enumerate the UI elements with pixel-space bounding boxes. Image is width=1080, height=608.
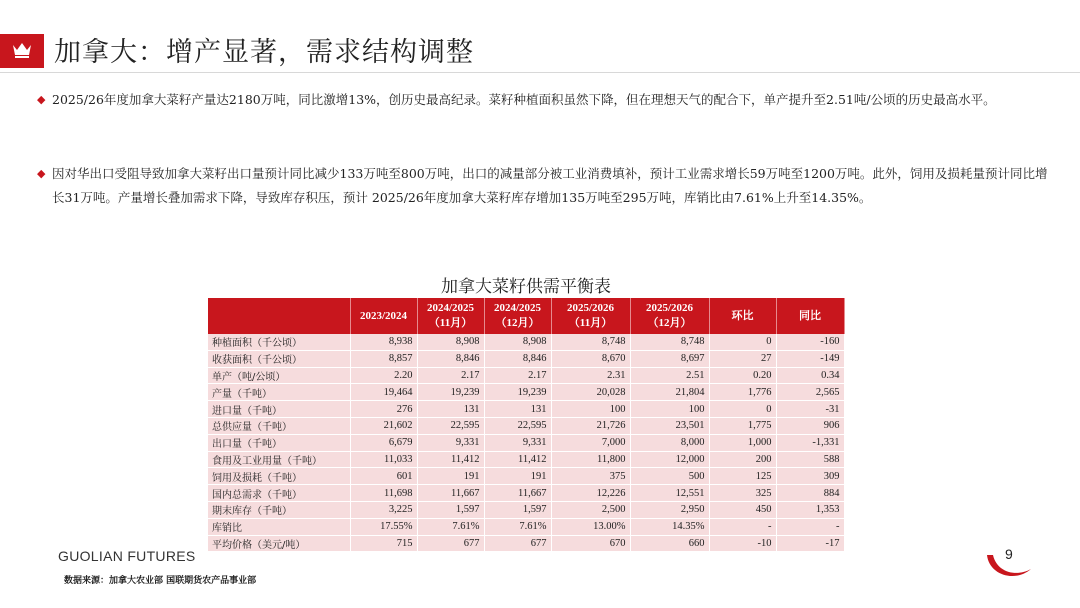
table-cell: 1,597 [417,501,484,518]
data-source: 数据来源：加拿大农业部 国联期货农产品事业部 [64,576,257,586]
table-cell: 0.20 [709,367,776,384]
table-cell: 0.34 [776,367,844,384]
row-label: 国内总需求（千吨） [208,485,350,502]
row-label: 饲用及损耗（千吨） [208,468,350,485]
header-cell: 2025/2026 （12月） [630,298,709,334]
row-label: 产量（千吨） [208,384,350,401]
table-cell: 7,000 [551,434,630,451]
table-cell: 23,501 [630,417,709,434]
header-cell: 2025/2026 （11月） [551,298,630,334]
table-cell: 22,595 [484,417,551,434]
table-cell: 1,775 [709,417,776,434]
table-cell: 22,595 [417,417,484,434]
table-cell: 6,679 [350,434,417,451]
table-cell: 12,000 [630,451,709,468]
table-cell: - [776,518,844,535]
table-cell: -17 [776,535,844,552]
table-row [208,334,844,350]
diamond-bullet-icon: ◆ [37,167,46,180]
table-cell: 1,597 [484,501,551,518]
header-cell: 2023/2024 [350,298,417,334]
table-row [208,417,844,434]
table-cell: 14.35% [630,518,709,535]
table-cell: 200 [709,451,776,468]
row-label: 种植面积（千公顷） [208,334,350,350]
table-cell: 906 [776,417,844,434]
table-row [208,451,844,468]
table-cell: 21,726 [551,417,630,434]
paragraph-1-text: 2025/26年度加拿大菜籽产量达2180万吨，同比激增13%，创历史最高纪录。菜籽种植面积虽然下降，但在理想天气的配合下，单产提升至2.51吨/公顷的历史最高水平。 [52,92,996,107]
table-cell: 191 [484,468,551,485]
header-cell [208,298,350,334]
table-cell: 677 [417,535,484,552]
paragraph-2 [37,162,1052,210]
table-cell: 19,239 [417,384,484,401]
table-cell: 588 [776,451,844,468]
paragraph-1 [37,88,1052,112]
row-label: 收获面积（千公顷） [208,350,350,367]
table-cell: 2.20 [350,367,417,384]
table-cell: 8,670 [551,350,630,367]
table-cell: 8,938 [350,334,417,350]
table-cell: 12,226 [551,485,630,502]
table-cell: 309 [776,468,844,485]
table-cell: 8,846 [417,350,484,367]
table-cell: 19,464 [350,384,417,401]
table-row [208,350,844,367]
table-cell: 8,748 [551,334,630,350]
supply-demand-table [208,298,845,552]
table-cell: -31 [776,401,844,418]
crown-icon [12,41,32,59]
table-cell: 131 [484,401,551,418]
diamond-bullet-icon: ◆ [37,93,46,106]
table-cell: 11,412 [484,451,551,468]
table-cell: 8,846 [484,350,551,367]
table-cell: 100 [630,401,709,418]
table-row [208,434,844,451]
row-label: 总供应量（千吨） [208,417,350,434]
table-cell: 677 [484,535,551,552]
brand-part-2: FUTURES [123,548,196,564]
table-cell: 2.17 [484,367,551,384]
table-cell: 601 [350,468,417,485]
header-cell: 环比 [709,298,776,334]
table-cell: 2,500 [551,501,630,518]
paragraph-2-text: 因对华出口受阻导致加拿大菜籽出口量预计同比减少133万吨至800万吨，出口的减量部分被工业消费填补，预计工业需求增长59万吨至1200万吨。此外，饲用及损耗量预计同比增长31万吨。产量增长叠加需求下降，导致库存积压，预计 2025/26年度加拿大菜籽库存增加135万吨至295万吨，库销比由7.61%上升至14.35%。 [52,166,1048,205]
table-cell: 9,331 [417,434,484,451]
brand-part-1: GUOLIAN [58,548,124,564]
table-cell: 11,667 [417,485,484,502]
table-cell: 8,908 [484,334,551,350]
row-label: 单产（吨/公顷） [208,367,350,384]
table-row [208,367,844,384]
table-cell: 21,804 [630,384,709,401]
table-cell: 715 [350,535,417,552]
table-cell: 670 [551,535,630,552]
table-cell: 13.00% [551,518,630,535]
table-cell: 8,000 [630,434,709,451]
table-cell: 21,602 [350,417,417,434]
table-cell: 12,551 [630,485,709,502]
row-label: 库销比 [208,518,350,535]
table-cell: 276 [350,401,417,418]
table-cell: 375 [551,468,630,485]
table-cell: 0 [709,334,776,350]
table-cell: 2.17 [417,367,484,384]
table-row [208,485,844,502]
title-divider [0,72,1080,73]
page-number: 9 [1005,546,1013,562]
table-cell: 20,028 [551,384,630,401]
table-cell: 450 [709,501,776,518]
table-cell: 125 [709,468,776,485]
table-cell: 191 [417,468,484,485]
table-cell: 27 [709,350,776,367]
table-cell: 11,800 [551,451,630,468]
table-cell: 660 [630,535,709,552]
table-cell: -149 [776,350,844,367]
table-cell: 884 [776,485,844,502]
header-cell: 2024/2025 （11月） [417,298,484,334]
table-cell: 325 [709,485,776,502]
table-cell: 11,412 [417,451,484,468]
row-label: 进口量（千吨） [208,401,350,418]
table-cell: 7.61% [484,518,551,535]
table-cell: 17.55% [350,518,417,535]
table-cell: -10 [709,535,776,552]
table-cell: 11,033 [350,451,417,468]
header-cell: 同比 [776,298,844,334]
row-label: 平均价格（美元/吨） [208,535,350,552]
table-cell: 11,667 [484,485,551,502]
table-cell: 9,331 [484,434,551,451]
table-cell: 2.31 [551,367,630,384]
table-row [208,535,844,552]
table-header-row [208,298,844,334]
table-cell: 8,857 [350,350,417,367]
table-cell: -160 [776,334,844,350]
table-cell: 7.61% [417,518,484,535]
table-cell: 2,950 [630,501,709,518]
brand-logo [58,548,196,564]
table-cell: 2.51 [630,367,709,384]
table-cell: 500 [630,468,709,485]
header-cell: 2024/2025 （12月） [484,298,551,334]
table-cell: 1,776 [709,384,776,401]
table-cell: 8,908 [417,334,484,350]
table-row [208,468,844,485]
row-label: 出口量（千吨） [208,434,350,451]
table-cell: 100 [551,401,630,418]
table-row [208,501,844,518]
table-cell: 3,225 [350,501,417,518]
table-cell: 11,698 [350,485,417,502]
page-title: 加拿大：增产显著，需求结构调整 [54,37,474,68]
table-cell: 0 [709,401,776,418]
table-row [208,384,844,401]
table-cell: - [709,518,776,535]
table-cell: 19,239 [484,384,551,401]
table-row [208,518,844,535]
table-cell: 8,697 [630,350,709,367]
table-cell: 2,565 [776,384,844,401]
table-row [208,401,844,418]
row-label: 期末库存（千吨） [208,501,350,518]
table-cell: 1,353 [776,501,844,518]
logo-badge [0,34,44,68]
table-title: 加拿大菜籽供需平衡表 [441,277,611,297]
row-label: 食用及工业用量（千吨） [208,451,350,468]
table-cell: -1,331 [776,434,844,451]
table-cell: 8,748 [630,334,709,350]
table-cell: 1,000 [709,434,776,451]
table-cell: 131 [417,401,484,418]
